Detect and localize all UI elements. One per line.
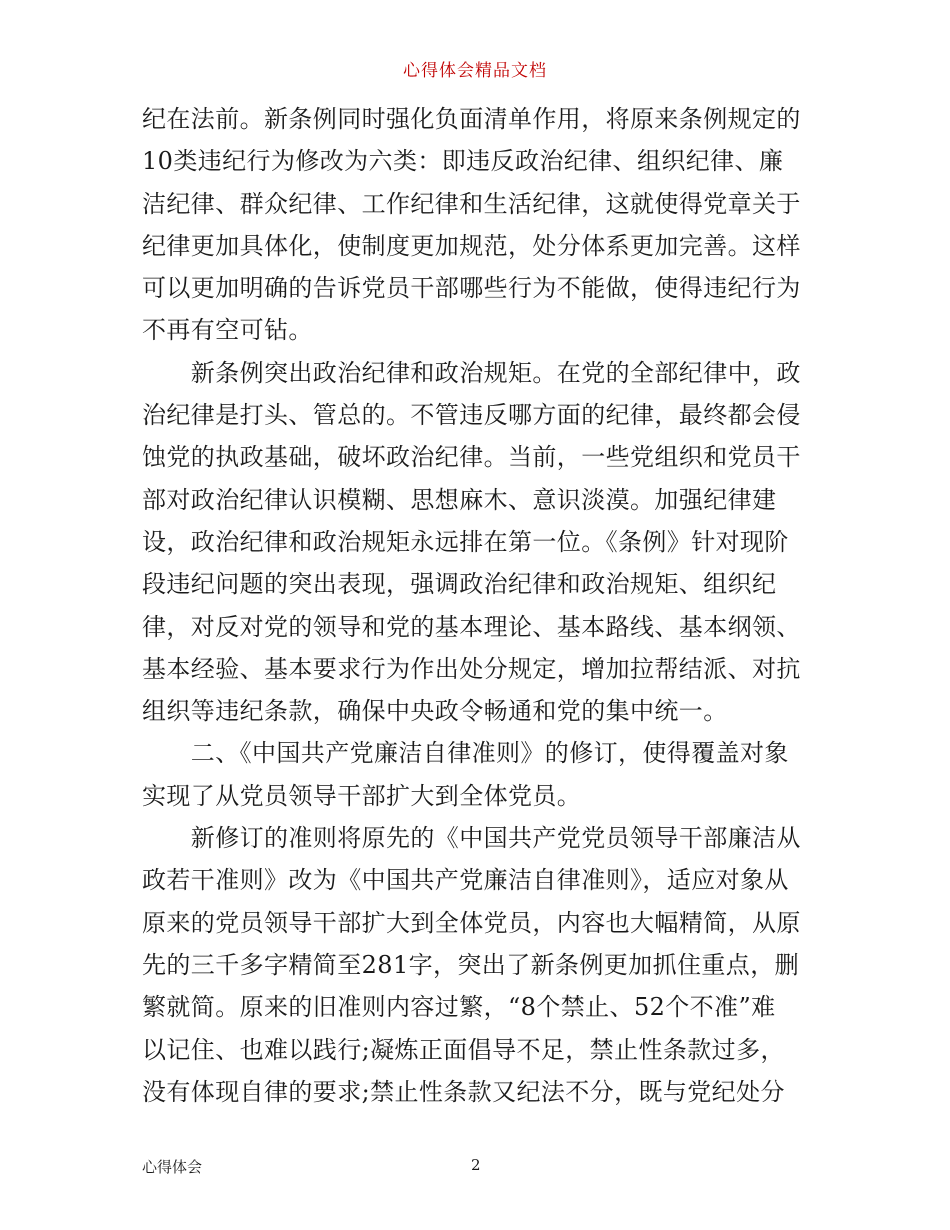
footer-label: 心得体会 bbox=[142, 1158, 203, 1176]
body-line: 新修订的准则将原先的《中国共产党党员领导干部廉洁从 bbox=[142, 824, 801, 853]
body-line: 设，政治纪律和政治规矩永远排在第一位。《条例》针对现阶 bbox=[142, 527, 789, 556]
body-line: 部对政治纪律认识模糊、思想麻木、意识淡漠。加强纪律建 bbox=[142, 485, 777, 514]
body-line: 10类违纪行为修改为六类：即违反政治纪律、组织纪律、廉 bbox=[142, 147, 784, 176]
body-line: 政若干准则》改为《中国共产党廉洁自律准则》，适应对象从 bbox=[142, 866, 789, 895]
body-line: 繁就简。原来的旧准则内容过繁，“8个禁止、52个不准”难 bbox=[142, 993, 776, 1022]
body-line: 基本经验、基本要求行为作出处分规定，增加拉帮结派、对抗 bbox=[142, 654, 801, 683]
body-line: 没有体现自律的要求;禁止性条款又纪法不分，既与党纪处分 bbox=[142, 1077, 785, 1106]
page-number: 2 bbox=[471, 1156, 481, 1174]
body-line: 新条例突出政治纪律和政治规矩。在党的全部纪律中，政 bbox=[142, 358, 801, 387]
document-header-title: 心得体会精品文档 bbox=[403, 61, 547, 81]
body-line: 不再有空可钻。 bbox=[142, 316, 313, 345]
body-line: 纪在法前。新条例同时强化负面清单作用，将原来条例规定的 bbox=[142, 105, 801, 133]
body-line: 先的三千多字精简至281字，突出了新条例更加抓住重点，删 bbox=[142, 950, 800, 979]
body-line: 实现了从党员领导干部扩大到全体党员。 bbox=[142, 781, 582, 810]
body-line: 蚀党的执政基础，破坏政治纪律。当前，一些党组织和党员干 bbox=[142, 443, 801, 472]
body-line: 以记住、也难以践行;凝炼正面倡导不足，禁止性条款过多， bbox=[142, 1035, 785, 1064]
body-line: 原来的党员领导干部扩大到全体党员，内容也大幅精简，从原 bbox=[142, 908, 801, 937]
body-line: 二、《中国共产党廉洁自律准则》的修订，使得覆盖对象 bbox=[142, 739, 789, 768]
body-line: 段违纪问题的突出表现，强调政治纪律和政治规矩、组织纪 bbox=[142, 570, 777, 599]
body-line: 可以更加明确的告诉党员干部哪些行为不能做，使得违纪行为 bbox=[142, 274, 801, 303]
body-line: 律，对反对党的领导和党的基本理论、基本路线、基本纲领、 bbox=[142, 612, 801, 641]
document-body bbox=[142, 98, 812, 1113]
body-line: 组织等违纪条款，确保中央政令畅通和党的集中统一。 bbox=[142, 697, 728, 726]
body-line: 纪律更加具体化，使制度更加规范，处分体系更加完善。这样 bbox=[142, 231, 801, 260]
body-line: 治纪律是打头、管总的。不管违反哪方面的纪律，最终都会侵 bbox=[142, 401, 801, 430]
body-line: 洁纪律、群众纪律、工作纪律和生活纪律，这就使得党章关于 bbox=[142, 189, 801, 218]
